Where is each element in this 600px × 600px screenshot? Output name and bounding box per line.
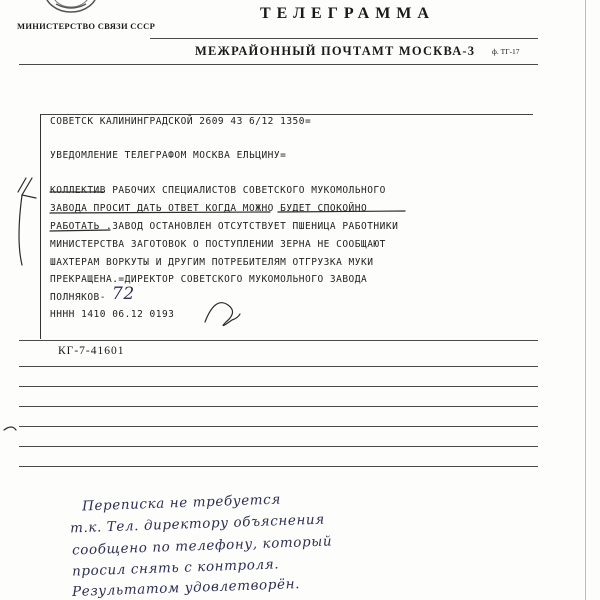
telegram-notice-line: УВЕДОМЛЕНИЕ ТЕЛЕГРАФОМ МОСКВА ЕЛЬЦИНУ= xyxy=(50,150,287,161)
form-line xyxy=(19,446,538,447)
handwritten-number: 72 xyxy=(112,284,135,304)
telegram-signature-line: ПОЛНЯКОВ- xyxy=(50,292,106,303)
ministry-label: МИНИСТЕРСТВО СВЯЗИ СССР xyxy=(17,21,156,31)
scan-edge xyxy=(585,0,586,600)
telegram-body-line: ЗАВОДА ПРОСИТ ДАТЬ ОТВЕТ КОГДА МОЖНО БУДЕТ СПОКОЙНО xyxy=(50,203,368,214)
form-line xyxy=(19,426,538,427)
header-bottom-rule xyxy=(19,64,538,65)
form-line xyxy=(19,466,538,467)
resolution-line: т.к. Тел. директору объяснения xyxy=(69,511,326,537)
form-line xyxy=(19,406,538,407)
telegram-body-line: РАБОТАТЬ .ЗАВОД ОСТАНОВЛЕН ОТСУТСТВУЕТ ПШЕНИЦА РАБОТНИКИ xyxy=(50,221,399,232)
state-emblem-icon xyxy=(42,0,100,14)
telegram-body-line: МИНИСТЕРСТВА ЗАГОТОВОК О ПОСТУПЛЕНИИ ЗЕРНА НЕ СООБЩАЮТ xyxy=(50,239,386,250)
telegram-origin-line: СОВЕТСК КАЛИНИНГРАДСКОЙ 2609 43 6/12 1350= xyxy=(50,116,312,127)
post-office-label: МЕЖРАЙОННЫЙ ПОЧТАМТ МОСКВА-3 xyxy=(195,44,476,58)
telegram-body-line: ПРЕКРАЩЕНА.=ДИРЕКТОР СОВЕТСКОГО МУКОМОЛЬНОГО ЗАВОДА xyxy=(50,274,368,285)
telegram-body-line: ШАХТЕРАМ ВОРКУТЫ И ДРУГИМ ПОТРЕБИТЕЛЯМ ОТГРУЗКА МУКИ xyxy=(50,257,374,268)
registration-number: КГ-7-41601 xyxy=(58,345,125,357)
form-line xyxy=(19,386,538,387)
form-title: ТЕЛЕГРАММА xyxy=(260,5,435,22)
form-code: ф. ТГ-17 xyxy=(492,47,520,56)
form-line xyxy=(19,340,538,341)
resolution-line: Результатом удовлетворён. xyxy=(71,576,301,600)
telegram-body-line: КОЛЛЕКТИВ РАБОЧИХ СПЕЦИАЛИСТОВ СОВЕТСКОГО МУКОМОЛЬНОГО xyxy=(50,185,386,196)
telegram-service-line: НННН 1410 06.12 0193 xyxy=(50,309,175,320)
header-rule xyxy=(150,38,538,39)
resolution-line: просил снять с контроля. xyxy=(71,556,280,580)
resolution-line: сообщено по телефону, который xyxy=(71,533,333,559)
form-line xyxy=(19,366,538,367)
resolution-line: Переписка не требуется xyxy=(81,491,282,515)
